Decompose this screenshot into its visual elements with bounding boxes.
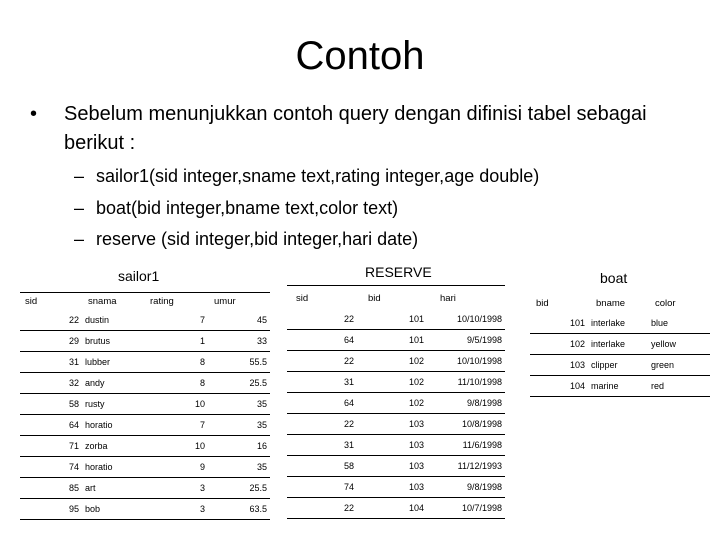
table-cell: 3 xyxy=(144,499,208,520)
table-cell: marine xyxy=(588,376,648,397)
boat-header-bid: bid xyxy=(536,298,549,309)
table-cell: 11/10/1998 xyxy=(427,372,505,393)
table-cell: 103 xyxy=(530,355,588,376)
table-cell: 64 xyxy=(287,393,357,414)
table-row xyxy=(287,393,505,414)
table-cell: 22 xyxy=(287,309,357,330)
table-cell: 102 xyxy=(357,351,427,372)
table-row xyxy=(20,394,270,415)
table-cell: 35 xyxy=(208,394,270,415)
table-row xyxy=(20,499,270,520)
table-row xyxy=(287,498,505,519)
table-cell: 103 xyxy=(357,435,427,456)
table-row xyxy=(20,457,270,478)
table-cell: 10 xyxy=(144,394,208,415)
table-cell: 74 xyxy=(287,477,357,498)
sailor-header-snama: snama xyxy=(88,296,117,307)
table-cell: 9 xyxy=(144,457,208,478)
table-cell: 22 xyxy=(287,351,357,372)
table-cell: green xyxy=(648,355,710,376)
table-cell: lubber xyxy=(82,352,144,373)
table-row xyxy=(530,313,710,334)
table-cell: 25.5 xyxy=(208,373,270,394)
table-cell: 1 xyxy=(144,331,208,352)
table-cell: 22 xyxy=(20,310,82,331)
table-cell: interlake xyxy=(588,334,648,355)
table-cell: 102 xyxy=(530,334,588,355)
table-cell: 35 xyxy=(208,415,270,436)
table-cell: 7 xyxy=(144,310,208,331)
table-cell: interlake xyxy=(588,313,648,334)
table-row xyxy=(20,310,270,331)
reserve-header-hari: hari xyxy=(440,293,456,304)
table-cell: 58 xyxy=(287,456,357,477)
table-cell: 74 xyxy=(20,457,82,478)
reserve-header-bid: bid xyxy=(368,293,381,304)
reserve-caption: RESERVE xyxy=(365,264,432,280)
table-cell: zorba xyxy=(82,436,144,457)
sailor-table xyxy=(20,310,270,520)
table-cell: art xyxy=(82,478,144,499)
table-cell: 58 xyxy=(20,394,82,415)
table-cell: 101 xyxy=(357,309,427,330)
table-cell: 29 xyxy=(20,331,82,352)
table-cell: 35 xyxy=(208,457,270,478)
table-row xyxy=(287,351,505,372)
table-cell: 63.5 xyxy=(208,499,270,520)
table-cell: 10 xyxy=(144,436,208,457)
sub-dash: – xyxy=(74,198,85,218)
table-cell: rusty xyxy=(82,394,144,415)
table-row xyxy=(287,330,505,351)
table-cell: 25.5 xyxy=(208,478,270,499)
sub-text: sailor1(sid integer,sname text,rating integer,age double) xyxy=(96,166,540,186)
table-row xyxy=(287,477,505,498)
table-cell: 103 xyxy=(357,414,427,435)
table-cell: andy xyxy=(82,373,144,394)
table-cell: horatio xyxy=(82,457,144,478)
table-row xyxy=(20,331,270,352)
sailor-header-umur: umur xyxy=(214,296,236,307)
table-cell: 71 xyxy=(20,436,82,457)
table-row xyxy=(20,373,270,394)
sub-text: reserve (sid integer,bid integer,hari date) xyxy=(96,229,419,249)
table-row xyxy=(20,436,270,457)
table-row xyxy=(287,414,505,435)
table-cell: 10/7/1998 xyxy=(427,498,505,519)
table-cell: clipper xyxy=(588,355,648,376)
table-cell: 10/8/1998 xyxy=(427,414,505,435)
table-cell: 31 xyxy=(20,352,82,373)
table-cell: 102 xyxy=(357,372,427,393)
slide-title: Contoh xyxy=(295,34,425,78)
table-cell: 104 xyxy=(357,498,427,519)
table-cell: 9/8/1998 xyxy=(427,477,505,498)
table-row xyxy=(20,478,270,499)
table-row xyxy=(20,352,270,373)
table-cell: 9/5/1998 xyxy=(427,330,505,351)
table-cell: 64 xyxy=(287,330,357,351)
reserve-top-rule xyxy=(287,285,505,286)
table-cell: bob xyxy=(82,499,144,520)
sailor-top-rule xyxy=(20,292,270,293)
table-cell: 9/8/1998 xyxy=(427,393,505,414)
table-cell: 10/10/1998 xyxy=(427,351,505,372)
table-cell: dustin xyxy=(82,310,144,331)
table-cell: yellow xyxy=(648,334,710,355)
boat-header-color: color xyxy=(655,298,676,309)
table-cell: 102 xyxy=(357,393,427,414)
table-cell: 8 xyxy=(144,373,208,394)
table-cell: red xyxy=(648,376,710,397)
table-cell: 31 xyxy=(287,372,357,393)
table-cell: 3 xyxy=(144,478,208,499)
sub-dash: – xyxy=(74,229,85,249)
table-cell: 45 xyxy=(208,310,270,331)
table-cell: 55.5 xyxy=(208,352,270,373)
boat-caption: boat xyxy=(600,270,628,286)
table-cell: 22 xyxy=(287,498,357,519)
sub-dash: – xyxy=(74,166,85,186)
table-row xyxy=(287,372,505,393)
table-cell: 85 xyxy=(20,478,82,499)
table-row xyxy=(287,456,505,477)
table-cell: 22 xyxy=(287,414,357,435)
reserve-table xyxy=(287,309,505,519)
table-cell: 104 xyxy=(530,376,588,397)
table-cell: brutus xyxy=(82,331,144,352)
table-cell: 95 xyxy=(20,499,82,520)
table-cell: 101 xyxy=(530,313,588,334)
table-cell: 11/12/1993 xyxy=(427,456,505,477)
table-cell: 101 xyxy=(357,330,427,351)
table-row xyxy=(530,334,710,355)
table-row xyxy=(20,415,270,436)
sailor-header-rating: rating xyxy=(150,296,174,307)
table-cell: 7 xyxy=(144,415,208,436)
bullet-text: Sebelum menunjukkan contoh query dengan difinisi tabel sebagai berikut : xyxy=(64,103,647,154)
table-cell: 64 xyxy=(20,415,82,436)
table-row xyxy=(287,309,505,330)
sailor-header-sid: sid xyxy=(25,296,38,307)
table-cell: 32 xyxy=(20,373,82,394)
table-cell: 103 xyxy=(357,477,427,498)
table-cell: 16 xyxy=(208,436,270,457)
table-row xyxy=(530,355,710,376)
table-cell: 31 xyxy=(287,435,357,456)
table-row xyxy=(287,435,505,456)
table-cell: 33 xyxy=(208,331,270,352)
boat-table xyxy=(530,313,710,397)
table-cell: blue xyxy=(648,313,710,334)
sub-text: boat(bid integer,bname text,color text) xyxy=(96,198,399,218)
bullet-dot: • xyxy=(30,103,38,125)
table-cell: 11/6/1998 xyxy=(427,435,505,456)
reserve-header-sid: sid xyxy=(296,293,309,304)
sailor-caption: sailor1 xyxy=(118,268,160,284)
table-cell: horatio xyxy=(82,415,144,436)
table-cell: 10/10/1998 xyxy=(427,309,505,330)
table-cell: 103 xyxy=(357,456,427,477)
boat-header-bname: bname xyxy=(596,298,626,309)
table-row xyxy=(530,376,710,397)
table-cell: 8 xyxy=(144,352,208,373)
